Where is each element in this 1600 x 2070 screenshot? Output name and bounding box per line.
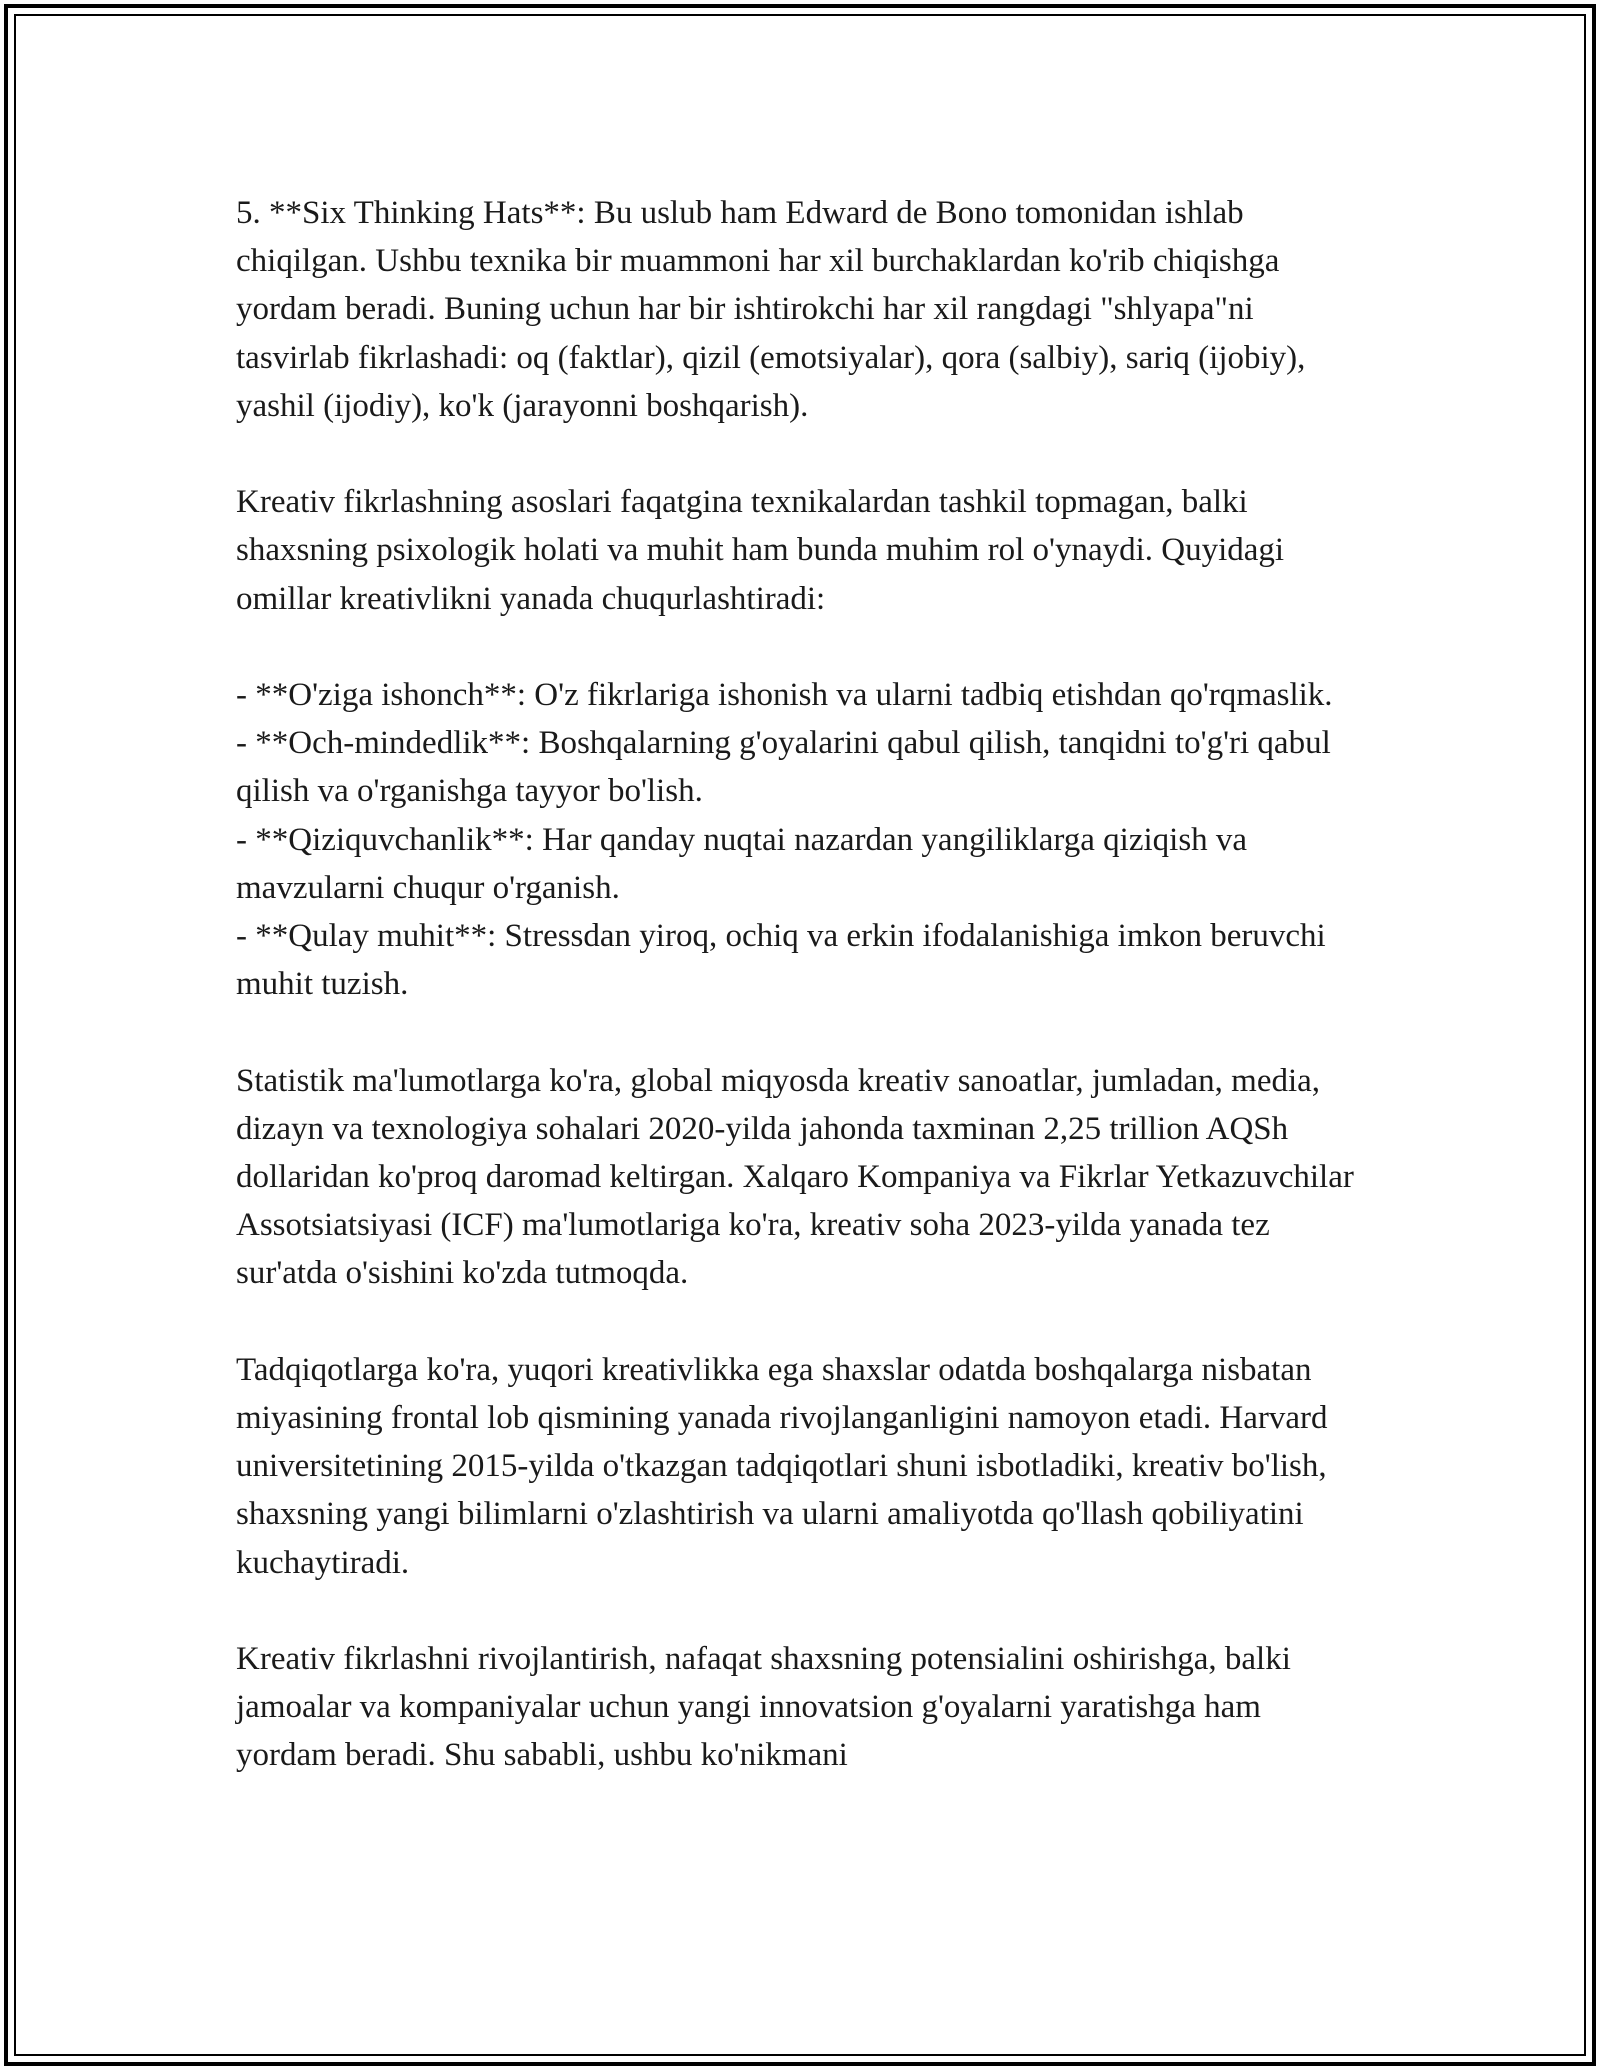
- factors-list: [236, 671, 1366, 1008]
- list-item: - **O'ziga ishonch**: O'z fikrlariga ishonish va ularni tadbiq etishdan qo'rqmaslik.: [236, 677, 1333, 713]
- document-body: [236, 189, 1366, 1828]
- list-item: - **Qulay muhit**: Stressdan yiroq, ochiq va erkin ifodalanishiga imkon beruvchi muhit tuzish.: [236, 918, 1326, 1003]
- paragraph-six-thinking-hats: 5. **Six Thinking Hats**: Bu uslub ham Edward de Bono tomonidan ishlab chiqilgan. Ushbu texnika bir muammoni har xil burchaklardan ko'rib chiqishga yordam beradi. Buning uchun har bir ishtirokchi har xil rangdagi "shlyapa"ni tasvirlab fikrlashadi: oq (faktlar), qizil (emotsiyalar), qora (salbiy), sariq (ijobiy), yashil (ijodiy), ko'k (jarayonni boshqarish).: [236, 195, 1306, 424]
- list-item: - **Qiziquvchanlik**: Har qanday nuqtai nazardan yangiliklarga qiziqish va mavzularni chuqur o'rganish.: [236, 821, 1248, 906]
- paragraph-statistics: Statistik ma'lumotlarga ko'ra, global miqyosda kreativ sanoatlar, jumladan, media, dizayn va texnologiya sohalari 2020-yilda jahonda taxminan 2,25 trillion AQSh dollaridan ko'proq daromad keltirgan. Xalqaro Kompaniya va Fikrlar Yetkazuvchilar Assotsiatsiyasi (ICF) ma'lumotlariga ko'ra, kreativ soha 2023-yilda yanada tez sur'atda o'sishini ko'zda tutmoqda.: [236, 1062, 1354, 1292]
- paragraph-creative-foundations: Kreativ fikrlashning asoslari faqatgina texnikalardan tashkil topmagan, balki shaxsning psixologik holati va muhit ham bunda muhim rol o'ynaydi. Quyidagi omillar kreativlikni yanada chuqurlashtiradi:: [236, 484, 1285, 617]
- paragraph-research: Tadqiqotlarga ko'ra, yuqori kreativlikka ega shaxslar odatda boshqalarga nisbatan miyasining frontal lob qismining yanada rivojlanganligini namoyon etadi. Harvard universitetining 2015-yilda o'tkazgan tadqiqotlari shuni isbotladiki, kreativ bo'lish, shaxsning yangi bilimlarni o'zlashtirish va ularni amaliyotda qo'llash qobiliyatini kuchaytiradi.: [236, 1351, 1328, 1581]
- paragraph-conclusion: Kreativ fikrlashni rivojlantirish, nafaqat shaxsning potensialini oshirishga, balki jamoalar va kompaniyalar uchun yangi innovatsion g'oyalarni yaratishga ham yordam beradi. Shu sababli, ushbu ko'nikmani: [236, 1641, 1291, 1774]
- list-item: - **Och-mindedlik**: Boshqalarning g'oyalarini qabul qilish, tanqidni to'g'ri qabul qilish va o'rganishga tayyor bo'lish.: [236, 725, 1331, 810]
